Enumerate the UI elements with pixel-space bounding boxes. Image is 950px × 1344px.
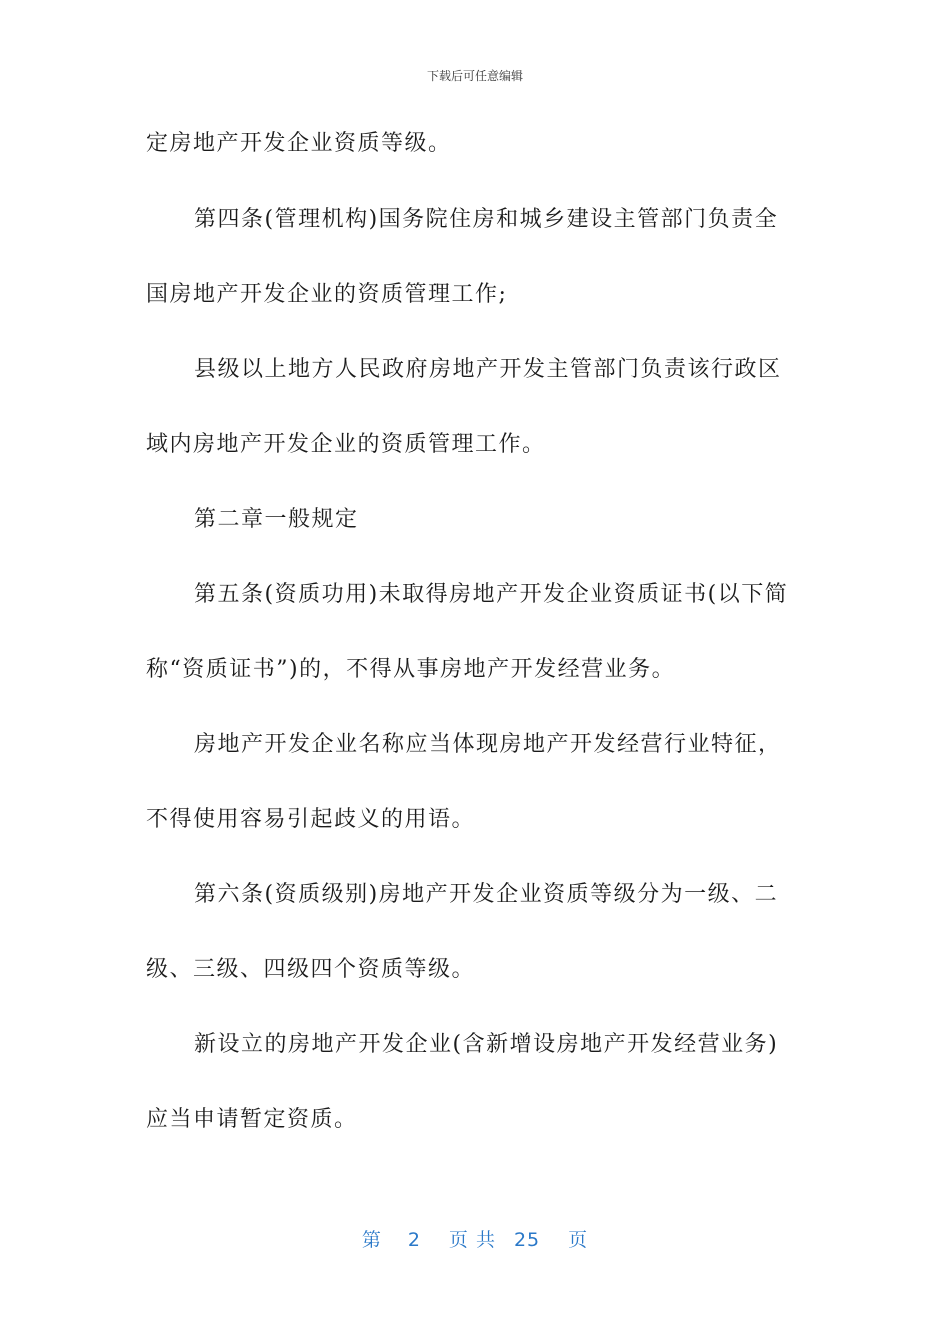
paragraph-line: 第五条(资质功用)未取得房地产开发企业资质证书(以下简 xyxy=(194,582,789,607)
page-number: 2 xyxy=(407,1229,421,1251)
paragraph-line: 域内房地产开发企业的资质管理工作。 xyxy=(146,432,546,457)
footer-suffix: 页 xyxy=(568,1229,589,1251)
paragraph-line: 定房地产开发企业资质等级。 xyxy=(146,131,452,156)
paragraph-line: 第六条(资质级别)房地产开发企业资质等级分为一级、二 xyxy=(194,882,779,907)
footer-middle: 页 共 xyxy=(448,1229,496,1251)
paragraph-line: 房地产开发企业名称应当体现房地产开发经营行业特征， xyxy=(194,732,782,757)
paragraph-line: 级、三级、四级四个资质等级。 xyxy=(146,957,476,982)
page-footer xyxy=(0,1225,950,1252)
page-header: 下载后可任意编辑 xyxy=(426,69,523,83)
paragraph-line: 第四条(管理机构)国务院住房和城乡建设主管部门负责全 xyxy=(194,207,779,232)
section-heading: 第二章一般规定 xyxy=(194,507,359,532)
paragraph-line: 县级以上地方人民政府房地产开发主管部门负责该行政区 xyxy=(194,357,782,382)
paragraph-line: 国房地产开发企业的资质管理工作; xyxy=(146,282,508,307)
paragraph-line: 新设立的房地产开发企业(含新增设房地产开发经营业务) xyxy=(194,1032,779,1057)
page-total: 25 xyxy=(513,1229,541,1251)
paragraph-line: 不得使用容易引起歧义的用语。 xyxy=(146,807,476,832)
footer-prefix: 第 xyxy=(361,1229,382,1251)
paragraph-line: 应当申请暂定资质。 xyxy=(146,1107,358,1132)
paragraph-line: 称“资质证书”)的，不得从事房地产开发经营业务。 xyxy=(146,657,676,682)
